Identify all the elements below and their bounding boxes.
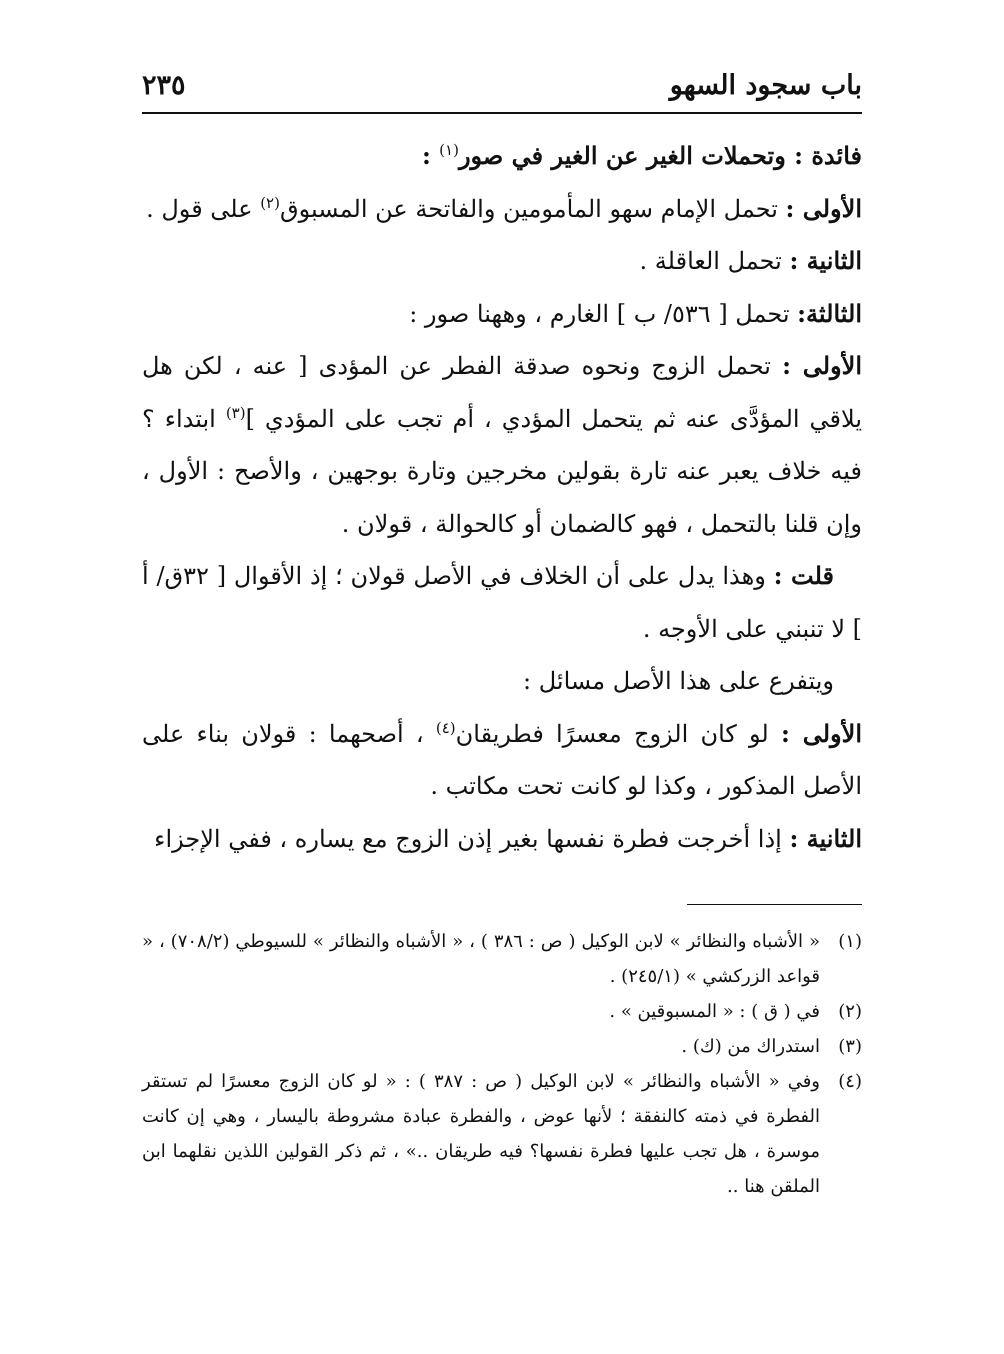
- footnote-number: (٣): [838, 1036, 862, 1057]
- footnote-text: « الأشباه والنظائر » لابن الوكيل ( ص : ٣٨٦ ) ، « الأشباه والنظائر » للسيوطي (٧٠٨/٢) ، « قواعد الزركشي » (٢٤٥/١) .: [142, 931, 820, 987]
- main-text: [142, 130, 862, 865]
- footnotes: [142, 924, 862, 1204]
- paragraph-text: تحمل الإمام سهو المأمومين والفاتحة عن المسبوق: [279, 194, 786, 223]
- paragraph-text: لو كان الزوج معسرًا فطريقان: [455, 719, 781, 748]
- paragraph-text: على قول .: [146, 194, 261, 223]
- benefit-heading: فائدة : وتحملات الغير عن الغير في صور: [458, 141, 862, 170]
- paragraph-text: تحمل الزوج ونحوه صدقة الفطر عن المؤدى [ عنه ، لكن هل يلاقي المؤدَّى عنه ثم يتحمل المؤدي ، أم تجب على المؤدي ]: [142, 352, 863, 433]
- footnote-number: (١): [838, 931, 862, 952]
- footnote-divider: [687, 904, 862, 905]
- paragraph: [142, 288, 862, 341]
- footnote: [142, 1029, 862, 1064]
- item-label: قلت :: [773, 561, 834, 590]
- paragraph: [142, 235, 862, 288]
- paragraph-text: إذا أخرجت فطرة نفسها بغير إذن الزوج مع يساره ، ففي الإجزاء: [154, 824, 790, 853]
- running-header: [142, 64, 862, 114]
- paragraph: [142, 130, 862, 183]
- footnote-text: وفي « الأشباه والنظائر » لابن الوكيل ( ص : ٣٨٧ ) : « لو كان الزوج معسرًا لم تستقر الفطرة في ذمته كالنفقة ؛ لأنها عوض ، والفطرة عبادة مشروطة باليسار ، وهي إن كانت موسرة ، هل تجب عليها فطرة نفسها؟ فيه طريقان ..» ، ثم ذكر القولين اللذين نقلهما ابن الملقن هنا ..: [142, 1071, 820, 1197]
- item-label: الثالثة:: [797, 298, 862, 328]
- paragraph-text: ، أصحهما : قولان بناء على الأصل المذكور ، وكذا لو كانت تحت مكاتب .: [142, 719, 862, 800]
- paragraph-text: :: [421, 141, 440, 170]
- item-label: الثانية :: [789, 823, 862, 853]
- item-label: الأولى :: [785, 193, 862, 223]
- footnote-ref: (١): [439, 141, 459, 159]
- paragraph-text: تحمل [ ٥٣٦/ ب ] الغارم ، وههنا صور :: [409, 299, 798, 328]
- paragraph: [142, 550, 862, 655]
- paragraph-text: ابتداء ؟ فيه خلاف يعبر عنه تارة بقولين مخرجين وتارة بوجهين ، والأصح : الأول ، وإن قلنا بالتحمل ، فهو كالضمان أو كالحوالة ، قولان .: [142, 404, 862, 538]
- item-label: الأولى :: [780, 718, 863, 748]
- footnote-number: (٢): [838, 1001, 862, 1022]
- footnote: [142, 994, 862, 1029]
- footnote: [142, 924, 862, 994]
- item-label: الثانية :: [789, 246, 862, 275]
- paragraph-text: تحمل العاقلة .: [639, 247, 790, 275]
- footnote: [142, 1064, 862, 1204]
- footnote-number: (٤): [838, 1071, 862, 1092]
- paragraph: [142, 340, 862, 550]
- paragraph-text: وهذا يدل على أن الخلاف في الأصل قولان ؛ إذ الأقوال [ ٣٢ق/ أ ] لا تنبني على الأوجه .: [142, 562, 862, 643]
- paragraph: [142, 813, 862, 866]
- paragraph: [142, 708, 862, 813]
- paragraph: [142, 655, 862, 708]
- footnote-ref: (٤): [435, 718, 456, 737]
- item-label: الأولى :: [782, 351, 863, 380]
- footnote-ref: (٣): [225, 403, 246, 422]
- chapter-title: باب سجود السهو: [669, 70, 862, 101]
- page-number: ٢٣٥: [142, 70, 186, 101]
- footnote-text: في ( ق ) : « المسبوقين » .: [609, 1001, 820, 1022]
- footnote-text: استدراك من (ك) .: [681, 1036, 820, 1057]
- paragraph: [142, 183, 862, 236]
- footnote-ref: (٢): [260, 193, 280, 212]
- paragraph-text: ويتفرع على هذا الأصل مسائل :: [523, 667, 834, 695]
